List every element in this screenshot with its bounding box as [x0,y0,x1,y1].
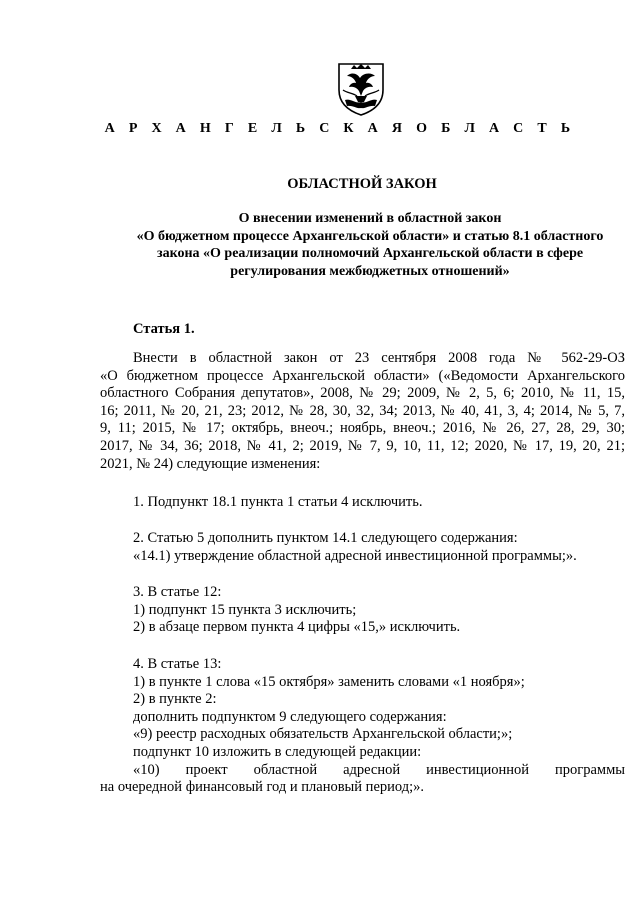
item-line: 4. В статье 13: [133,656,222,672]
word: областной [253,761,318,778]
word: «10) [133,761,160,778]
region-name: А Р Х А Н Г Е Л Ь С К А Я О Б Л А С Т Ь [104,121,576,136]
item-line-justified [100,762,625,780]
item-line: 2. Статью 5 дополнить пунктом 14.1 следующего содержания: [133,530,518,546]
word: адресной [343,761,401,778]
coat-of-arms-icon [333,60,389,116]
article-intro [100,350,625,473]
word: инвестиционной [426,761,530,778]
item-line: дополнить подпунктом 9 следующего содержания: [133,708,447,725]
item-line: «14.1) утверждение областной адресной инвестиционной программы;». [133,547,577,564]
item-line: 2) в абзаце первом пункта 4 цифры «15,» исключить. [133,619,461,636]
law-title-line: закона «О реализации полномочий Архангельской области в сфере [156,246,584,261]
amendment-item-4 [100,656,625,797]
amendment-item-2 [100,530,625,565]
item-line: 1) подпункт 15 пункта 3 исключить; [133,601,357,618]
item-line: 3. В статье 12: [133,584,222,600]
word: программы [555,761,625,778]
intro-line: 16; 2011, № 20, 21, 23; 2012, № 28, 30, 32, 34; 2013, № 40, 41, 3, 4; 2014, № 5, 7, [100,402,625,419]
amendment-item-1 [100,494,625,512]
law-title-line: «О бюджетном процессе Архангельской области» и статью 8.1 областного [136,228,604,244]
item-line: на очередной финансовый год и плановый период;». [100,779,424,796]
intro-line: 9, 11; 2015, № 17; октябрь, внеоч.; ноябрь, внеоч.; 2016, № 26, 27, 28, 29, 30; [100,420,625,437]
law-title-line: О внесении изменений в областной закон [238,211,502,226]
item-line: 1) в пункте 1 слова «15 октября» заменить словами «1 ноября»; [133,673,525,690]
intro-line: «О бюджетном процессе Архангельской области» («Ведомости Архангельского [100,367,625,384]
item-line: 2) в пункте 2: [133,691,217,708]
amendment-item-3 [100,584,625,637]
intro-line: Внести в областной закон от 23 сентября 2008 года № 562-29-ОЗ [133,350,625,366]
item-line: «9) реестр расходных обязательств Архангельской области;»; [133,726,513,743]
intro-line: 2017, № 34, 36; 2018, № 41, 2; 2019, № 7, 9, 10, 11, 12; 2020, № 17, 19, 20, 21; [100,437,625,454]
intro-line: 2021, № 24) следующие изменения: [100,455,321,472]
law-title-line: регулирования межбюджетных отношений» [230,263,510,279]
law-title [100,210,640,280]
item-line: подпункт 10 изложить в следующей редакции: [133,743,422,760]
word: проект [185,761,228,778]
intro-line: областного Собрания депутатов», 2008, № 29; 2009, № 2, 5, 6; 2010, № 11, 15, [100,385,625,402]
law-type-heading: ОБЛАСТНОЙ ЗАКОН [287,176,437,192]
article-heading: Статья 1. [133,321,195,337]
item-line: 1. Подпункт 18.1 пункта 1 статьи 4 исключить. [133,494,423,510]
